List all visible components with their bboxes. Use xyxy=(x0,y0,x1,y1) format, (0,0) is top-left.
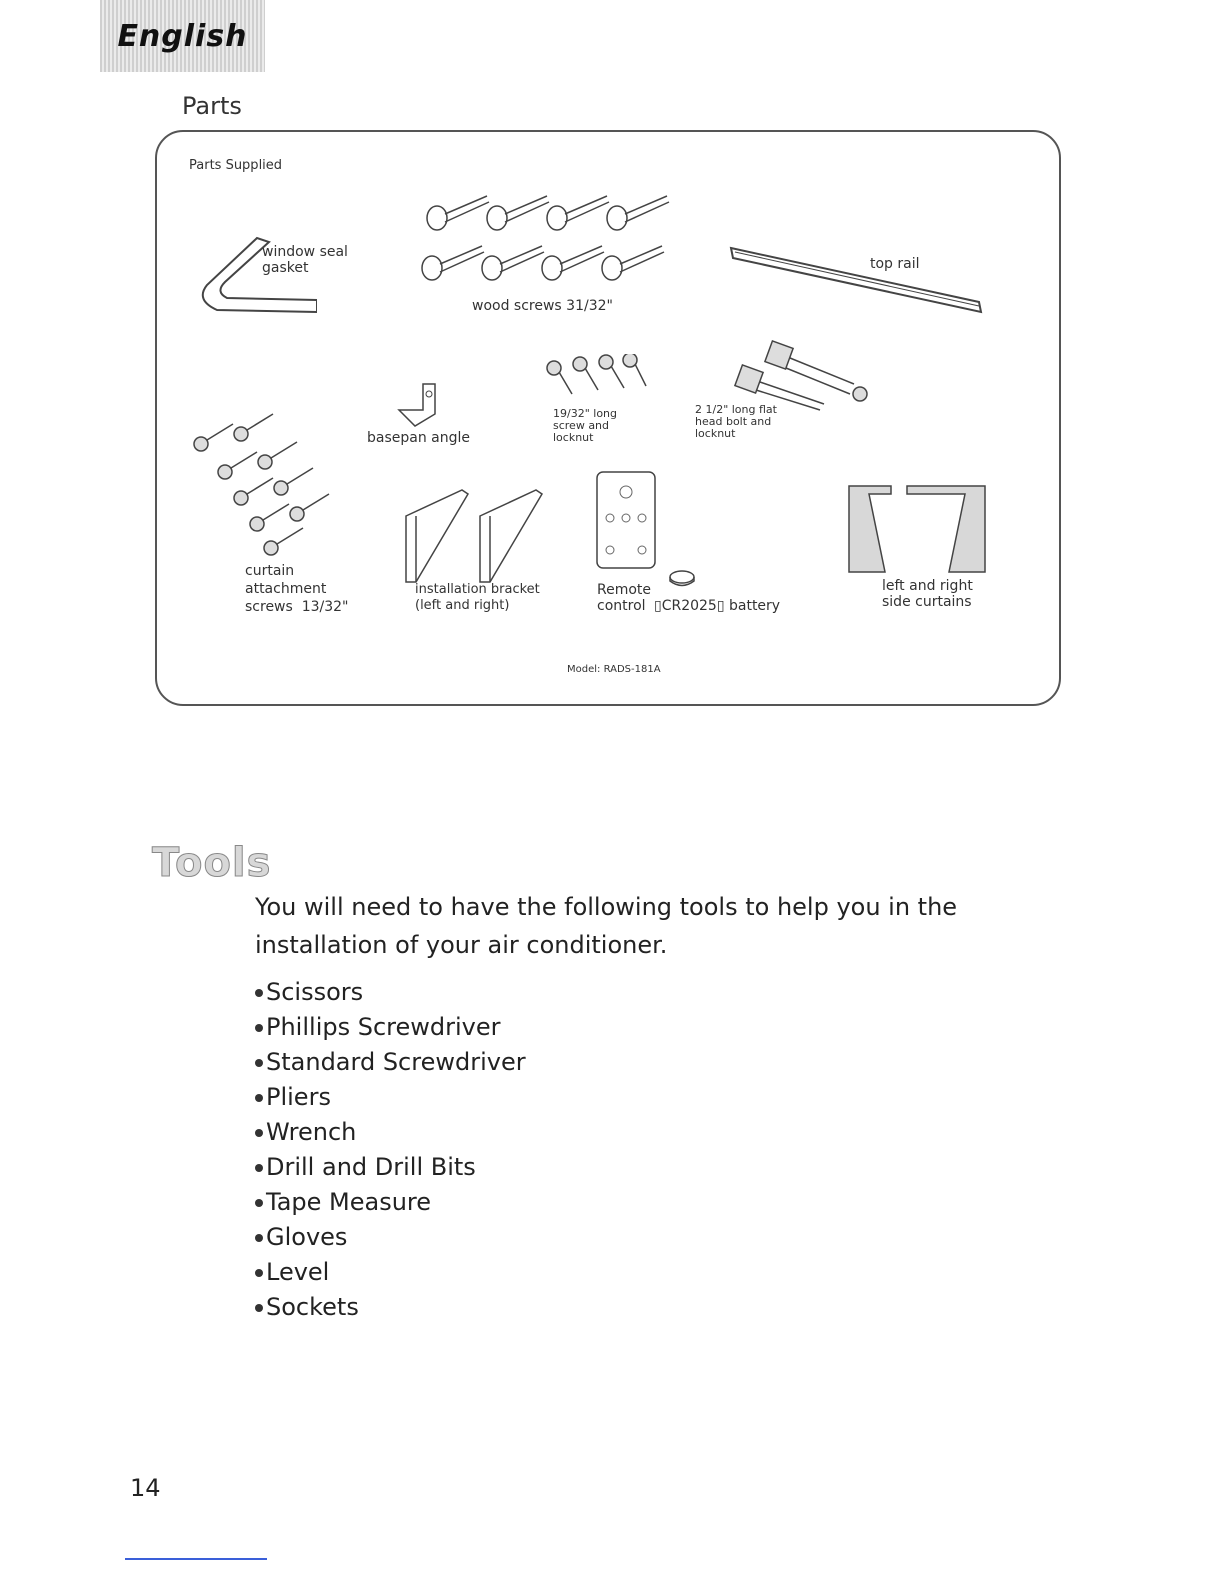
list-item: Sockets xyxy=(255,1290,526,1325)
page-number: 14 xyxy=(130,1474,161,1502)
tools-list xyxy=(255,975,526,1325)
flat-head-bolt-illustration xyxy=(732,338,872,412)
window-seal-label: window seal gasket xyxy=(262,244,348,276)
curtain-screws-illustration xyxy=(185,408,335,558)
list-item: Gloves xyxy=(255,1220,526,1255)
model-label: Model: RADS-181A xyxy=(567,664,661,675)
battery-illustration xyxy=(667,568,697,590)
bullet-icon xyxy=(255,1059,263,1067)
bullet-icon xyxy=(255,1094,263,1102)
bullet-icon xyxy=(255,989,263,997)
list-item: Phillips Screwdriver xyxy=(255,1010,526,1045)
list-item: Wrench xyxy=(255,1115,526,1150)
bullet-icon xyxy=(255,1164,263,1172)
screw-locknut-label: 19/32" long screw and locknut xyxy=(553,407,617,444)
list-item: Tape Measure xyxy=(255,1185,526,1220)
parts-heading: Parts xyxy=(182,92,242,120)
flat-head-bolt-label: 2 1/2" long flat head bolt and locknut xyxy=(695,403,777,440)
list-item: Pliers xyxy=(255,1080,526,1115)
list-item: Level xyxy=(255,1255,526,1290)
bullet-icon xyxy=(255,1304,263,1312)
language-tab xyxy=(100,0,265,72)
bullet-icon xyxy=(255,1024,263,1032)
language-label: English xyxy=(117,18,248,54)
list-item: Standard Screwdriver xyxy=(255,1045,526,1080)
side-curtains-label: left and right side curtains xyxy=(882,578,973,610)
bullet-icon xyxy=(255,1234,263,1242)
wood-screws-label: wood screws 31/32" xyxy=(472,298,613,314)
list-item: Drill and Drill Bits xyxy=(255,1150,526,1185)
side-curtains-illustration xyxy=(845,480,995,580)
bullet-icon xyxy=(255,1269,263,1277)
top-rail-illustration xyxy=(729,240,989,320)
remote-control-illustration xyxy=(595,470,657,570)
footer-divider xyxy=(125,1558,267,1560)
short-screws-illustration xyxy=(542,354,652,406)
remote-control-label: Remote control xyxy=(597,582,652,614)
parts-supplied-panel xyxy=(155,130,1061,706)
parts-supplied-label: Parts Supplied xyxy=(189,158,283,173)
installation-bracket-label: installation bracket (left and right) xyxy=(415,582,540,613)
wood-screws-illustration xyxy=(407,188,687,298)
bullet-icon xyxy=(255,1199,263,1207)
top-rail-label: top rail xyxy=(870,256,920,272)
installation-bracket-illustration xyxy=(402,486,562,586)
basepan-angle-illustration xyxy=(395,380,455,430)
tools-title: Tools xyxy=(152,840,272,886)
battery-label: ▯CR2025▯ battery xyxy=(654,598,781,614)
basepan-angle-label: basepan angle xyxy=(367,430,471,446)
list-item: Scissors xyxy=(255,975,526,1010)
curtain-screws-label: curtain attachment screws 13/32" xyxy=(245,563,349,615)
bullet-icon xyxy=(255,1129,263,1137)
tools-intro: You will need to have the following tools to help you in the installation of your air conditioner. xyxy=(255,893,958,959)
